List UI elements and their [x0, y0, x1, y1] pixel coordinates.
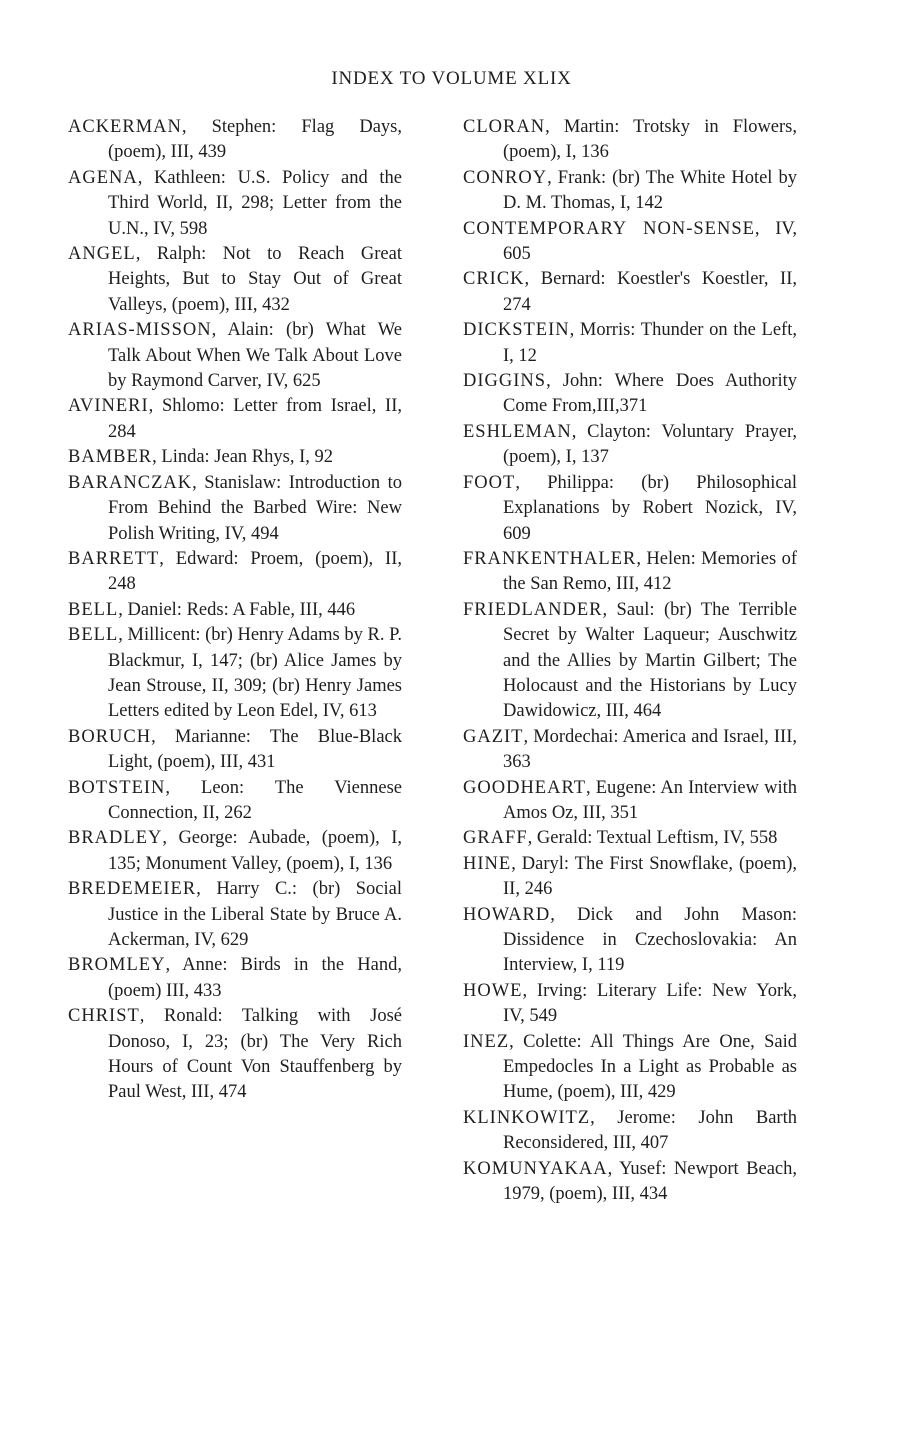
entry-details: , Anne: Birds in the Hand, (poem) III, 433 [108, 955, 402, 1001]
index-entry [463, 267, 797, 318]
entry-details: , Mordechai: America and Israel, III, 363 [503, 726, 797, 773]
index-entry [463, 166, 797, 217]
index-entry [463, 903, 797, 979]
index-entry [463, 369, 797, 420]
index-entry [68, 725, 402, 776]
index-entry [68, 115, 402, 166]
entry-details: , Marianne: The Blue-Black Light, (poem), III, 431 [108, 726, 402, 773]
index-entry [68, 166, 402, 242]
entry-author-name: CLORAN [463, 117, 546, 137]
entry-author-name: DIGGINS [463, 371, 547, 392]
index-column-right [463, 115, 797, 1207]
entry-details: , Jerome: John Barth Reconsidered, III, 407 [503, 1107, 797, 1154]
entry-details: , Frank: (br) The White Hotel by D. M. Thomas, I, 142 [503, 167, 797, 214]
index-entry [68, 953, 402, 1004]
entry-details: , Martin: Trotsky in Flowers, (poem), I, 136 [503, 117, 797, 163]
index-entry [68, 623, 402, 725]
index-entry [463, 1157, 797, 1208]
entry-details: , John: Where Does Authority Come From,III,371 [503, 371, 797, 417]
entry-author-name: FRIEDLANDER [463, 599, 603, 620]
entry-author-name: GRAFF [463, 828, 528, 849]
entry-author-name: ACKERMAN [68, 117, 182, 137]
index-entry [463, 826, 797, 851]
entry-author-name: HINE [463, 853, 512, 874]
entry-details: , Kathleen: U.S. Policy and the Third World, II, 298; Letter from the U.N., IV, 598 [108, 167, 402, 239]
index-entry [463, 1106, 797, 1157]
index-entry [463, 420, 797, 471]
entry-author-name: BOTSTEIN [68, 777, 166, 798]
entry-details: , Dick and John Mason: Dissidence in Czechoslovakia: An Interview, I, 119 [503, 904, 797, 976]
index-entry [68, 826, 402, 877]
index-entry [68, 318, 402, 394]
entry-author-name: ARIAS-MISSON [68, 320, 212, 341]
entry-details: , Helen: Memories of the San Remo, III, 412 [503, 548, 797, 595]
index-entry [463, 318, 797, 369]
entry-details: , Gerald: Textual Leftism, IV, 558 [527, 828, 778, 849]
entry-author-name: DICKSTEIN [463, 320, 570, 341]
entry-author-name: INEZ [463, 1031, 510, 1052]
index-entry [463, 979, 797, 1030]
index-entry [68, 445, 402, 470]
entry-details: , Alain: (br) What We Talk About When We Talk About Love by Raymond Carver, IV, 625 [108, 320, 402, 392]
entry-author-name: CONROY [463, 167, 548, 188]
entry-author-name: GOODHEART [463, 777, 586, 798]
entry-author-name: HOWARD [463, 904, 551, 925]
entry-author-name: BROMLEY [68, 955, 166, 976]
entry-details: , Stephen: Flag Days, (poem), III, 439 [108, 117, 402, 163]
entry-details: , Ralph: Not to Reach Great Heights, But to Stay Out of Great Valleys, (poem), III, 432 [108, 244, 402, 315]
entry-author-name: FOOT [463, 472, 516, 493]
index-entry [463, 217, 797, 268]
entry-details: , Philippa: (br) Philosophical Explanations by Robert Nozick, IV, 609 [503, 472, 797, 544]
entry-author-name: BORUCH [68, 726, 152, 747]
entry-author-name: AGENA [68, 167, 138, 188]
entry-author-name: AVINERI [68, 396, 149, 417]
entry-details: , Irving: Literary Life: New York, IV, 549 [503, 980, 797, 1027]
index-entry [68, 394, 402, 445]
entry-details: , Harry C.: (br) Social Justice in the Liberal State by Bruce A. Ackerman, IV, 629 [108, 879, 402, 950]
entry-author-name: BREDEMEIER [68, 879, 197, 900]
entry-author-name: BRADLEY [68, 828, 163, 849]
entry-details: , George: Aubade, (poem), I, 135; Monument Valley, (poem), I, 136 [108, 828, 402, 874]
index-column-left [68, 115, 402, 1106]
index-entry [463, 471, 797, 547]
entry-details: , Clayton: Voluntary Prayer, (poem), I, 137 [503, 421, 797, 468]
index-entry [463, 547, 797, 598]
entry-details: , Daniel: Reds: A Fable, III, 446 [118, 599, 356, 620]
entry-author-name: BELL [68, 625, 119, 646]
entry-author-name: CRICK [463, 269, 525, 290]
index-entry [68, 1004, 402, 1106]
index-entry [463, 115, 797, 166]
entry-author-name: BARANCZAK [68, 472, 193, 493]
entry-details: , IV, 605 [503, 218, 797, 265]
entry-author-name: BELL [68, 599, 119, 620]
entry-details: , Yusef: Newport Beach, 1979, (poem), III, 434 [503, 1158, 797, 1205]
entry-details: , Edward: Proem, (poem), II, 248 [108, 548, 402, 595]
entry-author-name: BARRETT [68, 548, 160, 569]
entry-details: , Morris: Thunder on the Left, I, 12 [503, 320, 797, 366]
entry-author-name: FRANKENTHALER [463, 548, 637, 569]
page-title: INDEX TO VOLUME XLIX [331, 68, 572, 89]
entry-author-name: GAZIT [463, 726, 524, 747]
entry-details: , Eugene: An Interview with Amos Oz, III, 351 [503, 777, 797, 823]
entry-details: , Ronald: Talking with José Donoso, I, 23; (br) The Very Rich Hours of Count Von Stauffenberg by Paul West, III, 474 [108, 1006, 402, 1103]
entry-details: , Linda: Jean Rhys, I, 92 [152, 447, 334, 468]
index-entry [68, 547, 402, 598]
entry-author-name: CHRIST [68, 1006, 140, 1027]
index-entry [463, 1030, 797, 1106]
index-entry [463, 725, 797, 776]
index-entry [68, 598, 402, 623]
index-entry [463, 776, 797, 827]
entry-author-name: KOMUNYAKAA [463, 1158, 608, 1179]
entry-author-name: CONTEMPORARY NON-SENSE [463, 218, 755, 239]
index-entry [68, 877, 402, 953]
entry-author-name: ANGEL [68, 244, 136, 265]
index-entry [68, 242, 402, 318]
entry-details: , Bernard: Koestler's Koestler, II, 274 [503, 269, 797, 315]
index-entry [463, 598, 797, 725]
entry-details: , Shlomo: Letter from Israel, II, 284 [108, 396, 402, 442]
entry-details: , Daryl: The First Snowflake, (poem), II, 246 [503, 853, 797, 900]
index-entry [68, 471, 402, 547]
entry-details: , Saul: (br) The Terrible Secret by Walter Laqueur; Auschwitz and the Allies by Martin Gilbert; The Holocaust and the Historians by Lucy Dawidowicz, III, 464 [503, 599, 797, 722]
index-entry [463, 852, 797, 903]
entry-details: , Millicent: (br) Henry Adams by R. P. Blackmur, I, 147; (br) Alice James by Jean Strouse, II, 309; (br) Henry James Letters edited by Leon Edel, IV, 613 [108, 625, 402, 722]
entry-details: , Stanislaw: Introduction to From Behind the Barbed Wire: New Polish Writing, IV, 494 [108, 472, 402, 544]
entry-author-name: ESHLEMAN [463, 421, 572, 442]
entry-details: , Colette: All Things Are One, Said Empedocles In a Light as Probable as Hume, (poem), III, 429 [503, 1031, 797, 1103]
entry-author-name: KLINKOWITZ [463, 1107, 591, 1128]
entry-details: , Leon: The Viennese Connection, II, 262 [108, 777, 402, 823]
index-entry [68, 776, 402, 827]
entry-author-name: HOWE [463, 980, 523, 1001]
entry-author-name: BAMBER [68, 447, 153, 468]
